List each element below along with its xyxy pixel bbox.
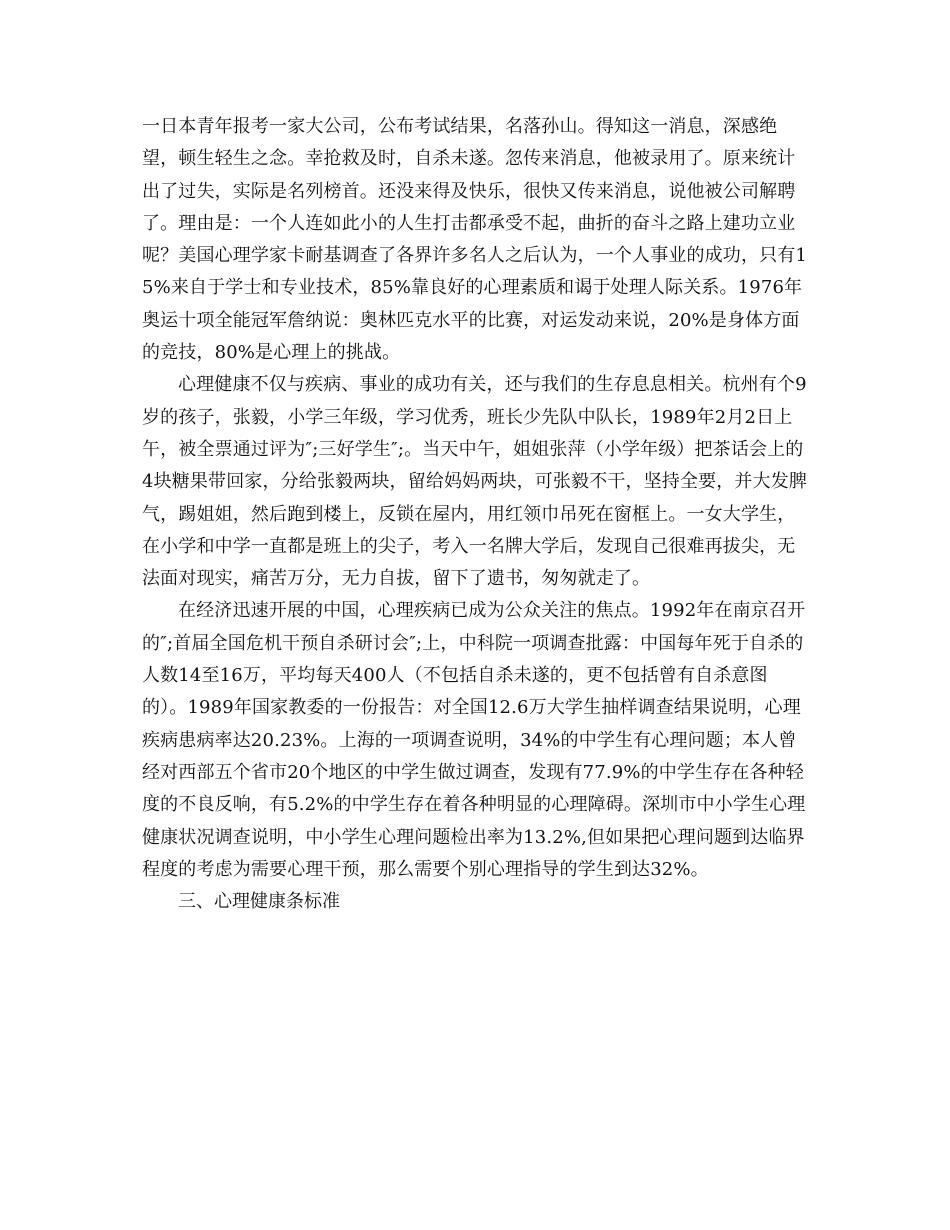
paragraph-2: 心理健康不仅与疾病、事业的成功有关，还与我们的生存息息相关。杭州有个9岁的孩子，张毅，小学三年级，学习优秀，班长少先队中队长，1989年2月2日上午，被全票通过评为″;三好学生″;。当天中午，姐姐张萍（小学年级）把茶话会上的4块糖果带回家，分给张毅两块，留给妈妈两块，可张毅不干，坚持全要，并大发脾气，踢姐姐，然后跑到楼上，反锁在屋内，用红领巾吊死在窗框上。一女大学生，在小学和中学一直都是班上的尖子，考入一名牌大学后，发现自己很难再拔尖，无法面对现实，痛苦万分，无力自拔，留下了遗书，匆匆就走了。	[142, 374, 807, 590]
paragraph-3: 在经济迅速开展的中国，心理疾病已成为公众关注的焦点。1992年在南京召开的″;首届全国危机干预自杀研讨会″;上，中科院一项调查批露：中国每年死于自杀的人数14至16万，平均每天400人（不包括自杀未遂的，更不包括曾有自杀意图的）。1989年国家教委的一份报告：对全国12.6万大学生抽样调查结果说明，心理疾病患病率达20.23%。上海的一项调查说明，34%的中学生有心理问题；本人曾经对西部五个省市20个地区的中学生做过调查，发现有77.9%的中学生存在各种轻度的不良反响，有5.2%的中学生存在着各种明显的心理障碍。深圳市中小学生心理健康状况调查说明，中小学生心理问题检出率为13.2%,但如果把心理问题到达临界程度的考虑为需要心理干预，那么需要个别心理指导的学生到达32%。	[142, 600, 806, 880]
document-page	[142, 111, 808, 918]
paragraph-1: 一日本青年报考一家大公司，公布考试结果，名落孙山。得知这一消息，深感绝望，顿生轻生之念。幸抢救及时，自杀未遂。忽传来消息，他被录用了。原来统计出了过失，实际是名列榜首。还没来得及快乐，很快又传来消息，说他被公司解聘了。理由是：一个人连如此小的人生打击都承受不起，曲折的奋斗之路上建功立业呢？美国心理学家卡耐基调查了各界许多名人之后认为，一个人事业的成功，只有15%来自于学士和专业技术，85%靠良好的心理素质和谒于处理人际关系。1976年奥运十项全能冠军詹纳说：奥林匹克水平的比赛，对运发动来说，20%是身体方面的竞技，80%是心理上的挑战。	[142, 116, 807, 364]
section-heading: 三、心理健康条标准	[178, 891, 340, 913]
